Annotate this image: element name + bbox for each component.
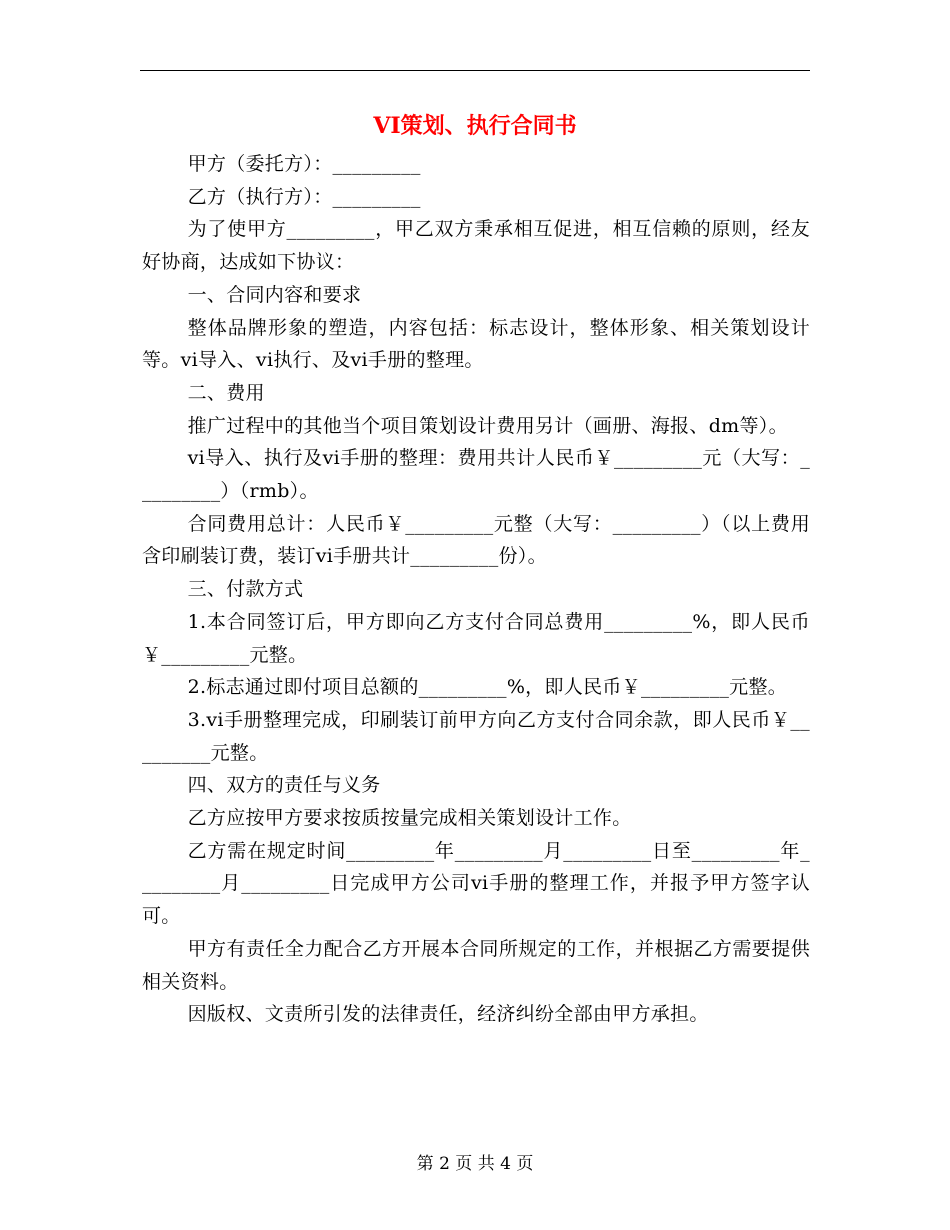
document-body [142,148,810,1031]
party-b-line: 乙方（执行方）：_________ [187,185,421,208]
fee-total-paragraph: 合同费用总计：人民币￥_________元整（大写：_________）（以上费用含印刷装订费，装订vi手册共计_________份）。 [142,512,810,568]
schedule-paragraph: 乙方需在规定时间_________年_________月_________日至_________年_________月_________日完成甲方公司vi手册的整理工作，并报予甲方签字认可。 [142,839,810,928]
liability-paragraph: 因版权、文责所引发的法律责任，经济纠纷全部由甲方承担。 [187,1003,709,1026]
section-heading: 一、合同内容和要求 [187,283,362,306]
party-a-line: 甲方（委托方）：_________ [187,153,421,175]
fee-paragraph: 推广过程中的其他当个项目策划设计费用另计（画册、海报、dm等）。 [187,414,788,437]
section-heading: 四、双方的责任与义务 [187,774,381,797]
page-number: 第 2 页 共 4 页 [416,1154,534,1174]
document-title: VI策划、执行合同书 [373,113,577,139]
payment-term-3: 3.vi手册整理完成，印刷装订前甲方向乙方支付合同余款，即人民币￥_________元整。 [142,708,810,764]
contract-content-paragraph: 整体品牌形象的塑造，内容包括：标志设计，整体形象、相关策划设计等。vi导入、vi执行、及vi手册的整理。 [142,316,810,372]
fee-paragraph: vi导入、执行及vi手册的整理：费用共计人民币￥_________元（大写：_________）（rmb）。 [142,447,810,503]
payment-term-2: 2.标志通过即付项目总额的_________%，即人民币￥_________元整。 [187,676,788,699]
header-rule [140,70,810,71]
payment-term-1: 1.本合同签订后，甲方即向乙方支付合同总费用_________%，即人民币￥_________元整。 [142,610,810,666]
section-heading: 三、付款方式 [187,578,304,601]
duty-paragraph: 甲方有责任全力配合乙方开展本合同所规定的工作，并根据乙方需要提供相关资料。 [142,937,810,993]
section-heading: 二、费用 [187,381,265,404]
duty-paragraph: 乙方应按甲方要求按质按量完成相关策划设计工作。 [187,807,632,830]
preamble-paragraph: 为了使甲方_________，甲乙双方秉承相互促进，相互信赖的原则，经友好协商，达成如下协议： [142,218,810,274]
